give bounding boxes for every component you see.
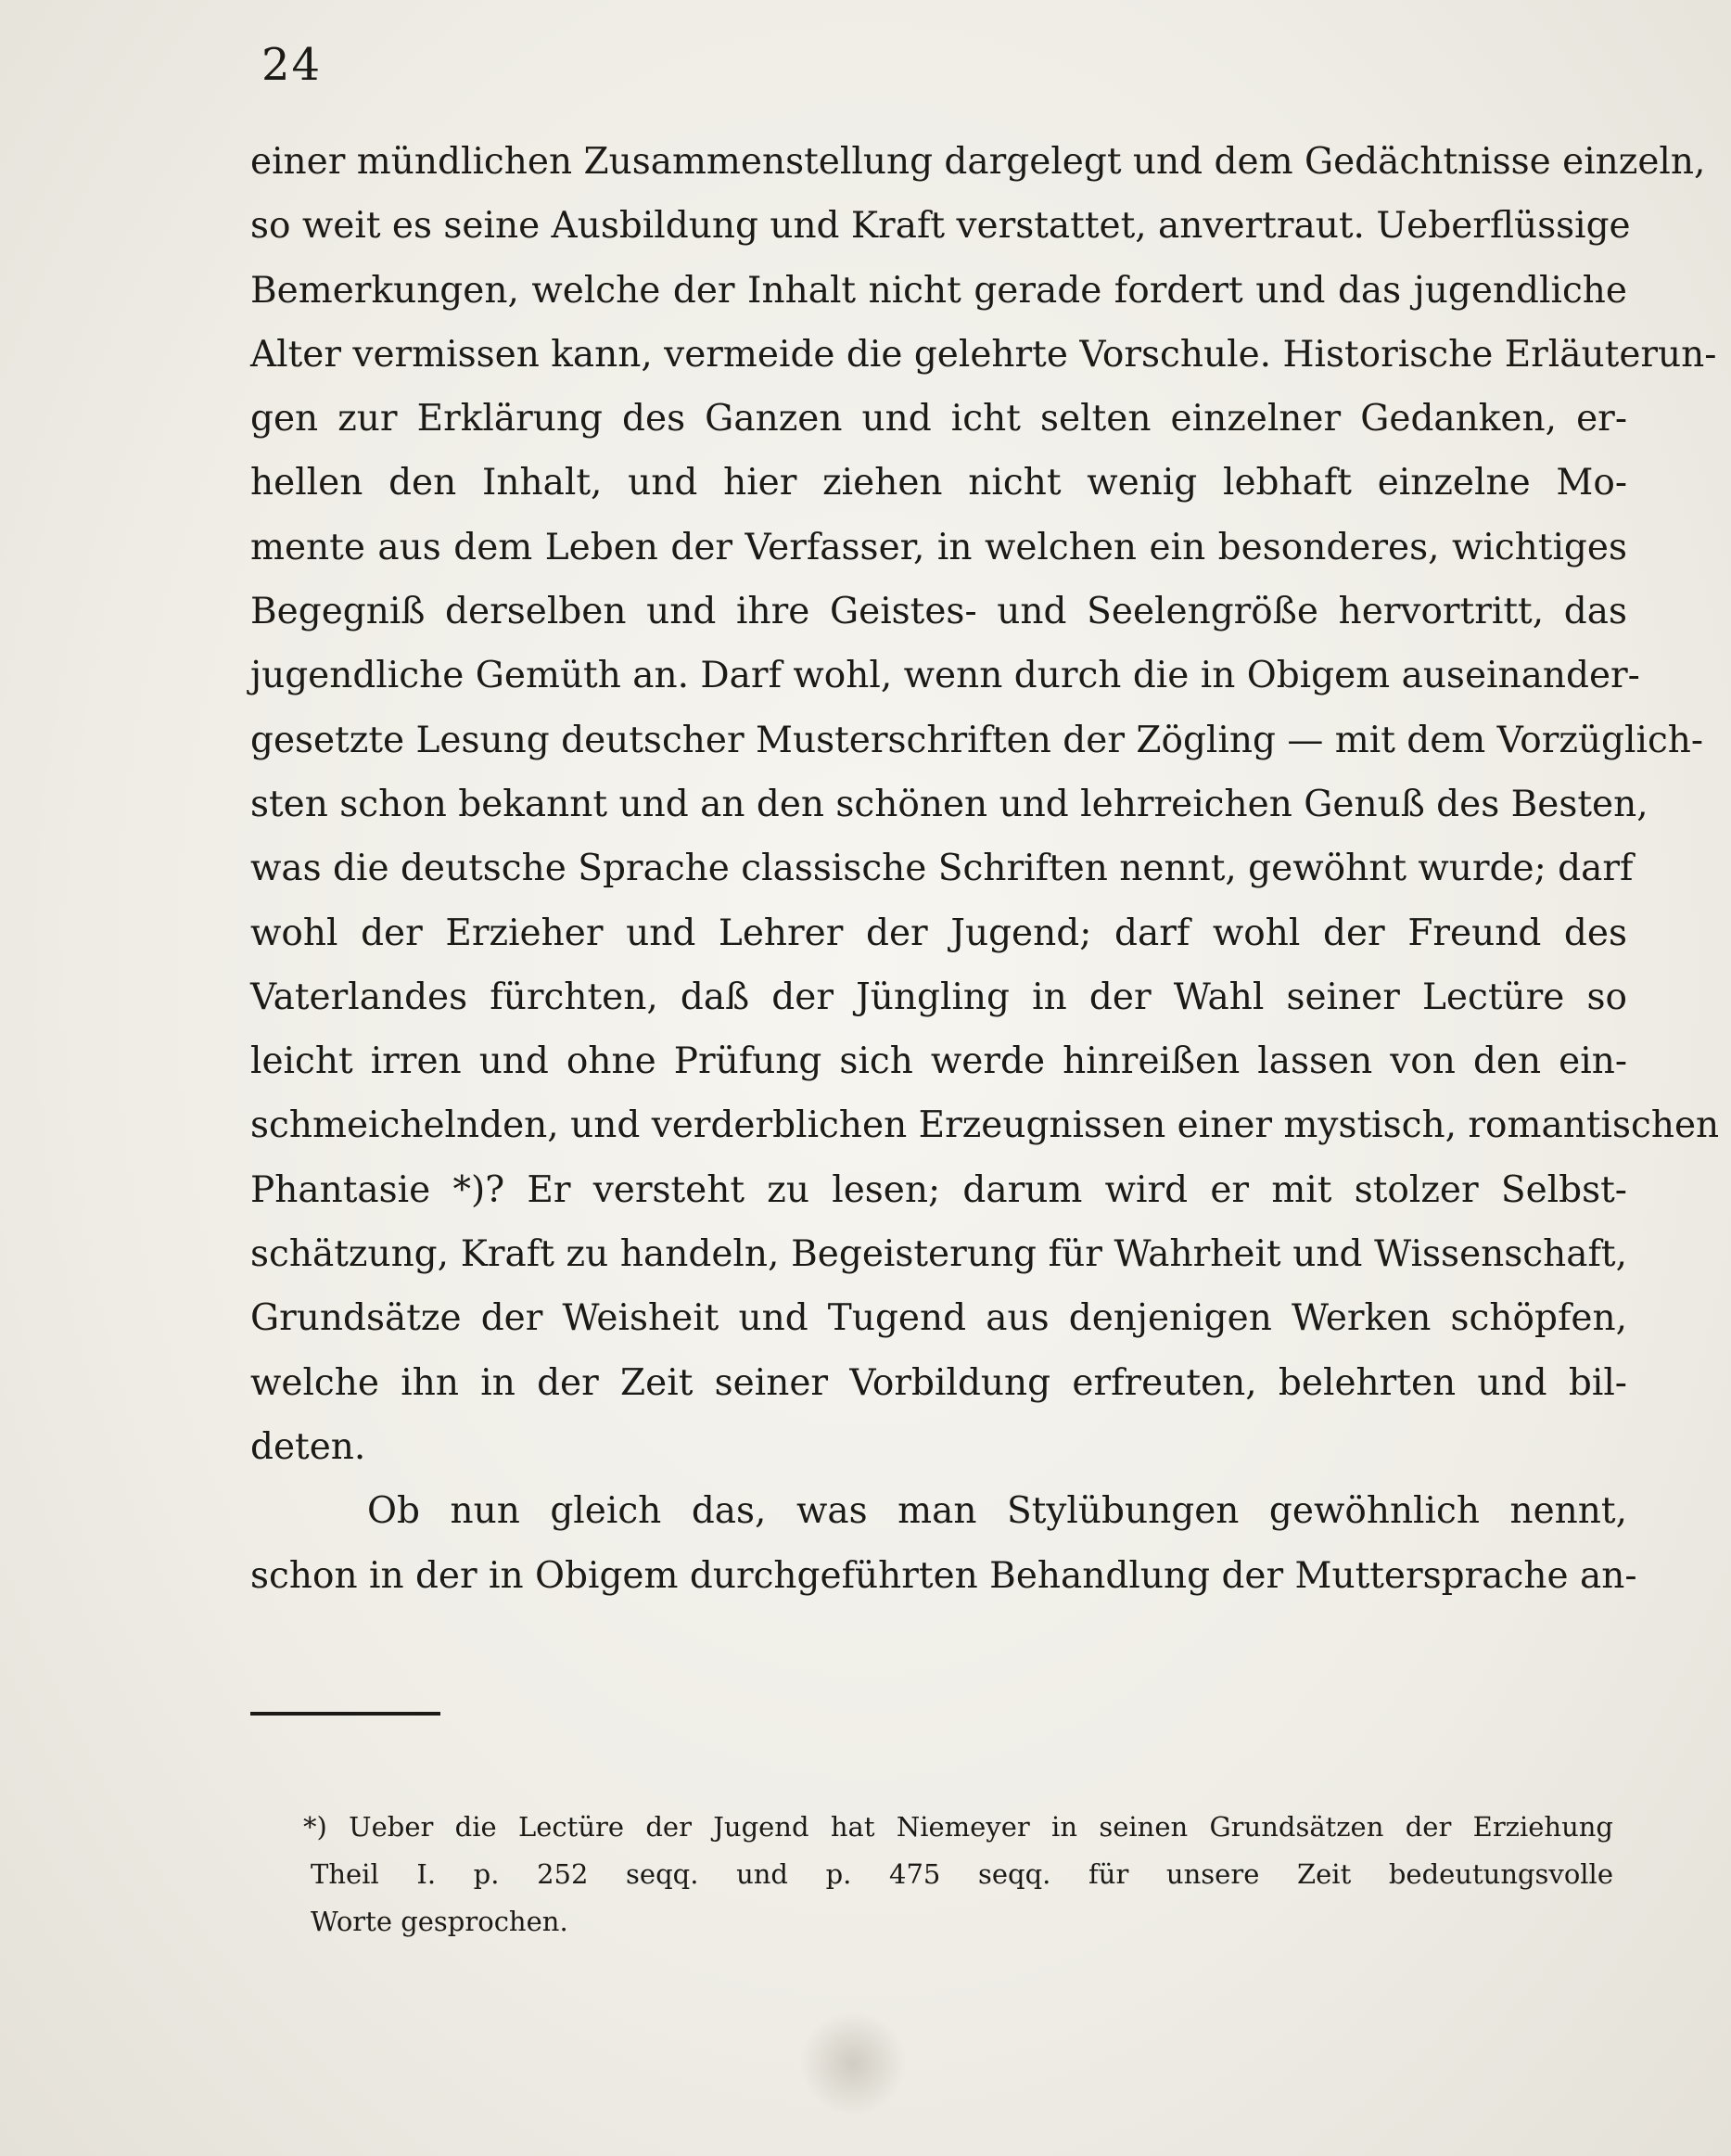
text-line: Alter vermissen kann, vermeide die gelehrte Vorschule. Historische Erläuterun- [250,333,1717,376]
text-line: welche ihn in der Zeit seiner Vorbildung erfreuten, belehrten und bil- [250,1361,1627,1404]
text-line: Vaterlandes fürchten, daß der Jüngling in der Wahl seiner Lectüre so [250,976,1627,1018]
text-line: jugendliche Gemüth an. Darf wohl, wenn durch die in Obigem auseinander- [250,655,1640,697]
page-number: 24 [261,39,323,91]
text-line: mente aus dem Leben der Verfasser, in welchen ein besonderes, wichtiges [250,526,1627,568]
text-line: Bemerkungen, welche der Inhalt nicht gerade fordert und das jugendliche [250,269,1627,312]
paragraph-start-line: Ob nun gleich das, was man Stylübungen gewöhnlich nennt, [367,1490,1627,1533]
footnote-line: *) Ueber die Lectüre der Jugend hat Niemeyer in seinen Grundsätzen der Erziehung [303,1811,1613,1843]
footnote-line: Theil I. p. 252 seqq. und p. 475 seqq. für unsere Zeit bedeutungsvolle [311,1858,1613,1890]
footnote [303,1804,1613,1946]
text-line: leicht irren und ohne Prüfung sich werde hinreißen lassen von den ein- [250,1040,1627,1083]
text-line: Begegniß derselben und ihre Geistes- und Seelengröße hervortritt, das [250,591,1627,633]
text-line: sten schon bekannt und an den schönen und lehrreichen Genuß des Besten, [250,783,1648,825]
text-line: Grundsätze der Weisheit und Tugend aus denjenigen Werken schöpfen, [250,1297,1627,1340]
paper-stain [797,2012,909,2114]
text-line: einer mündlichen Zusammenstellung dargelegt und dem Gedächtnisse einzeln, [250,141,1706,183]
text-line: Phantasie *)? Er versteht zu lesen; darum wird er mit stolzer Selbst- [250,1168,1627,1211]
text-line: gen zur Erklärung des Ganzen und icht selten einzelner Gedanken, er- [250,398,1627,440]
text-line: was die deutsche Sprache classische Schriften nennt, gewöhnt wurde; darf [250,848,1634,890]
text-line: hellen den Inhalt, und hier ziehen nicht wenig lebhaft einzelne Mo- [250,462,1627,504]
text-line: wohl der Erzieher und Lehrer der Jugend; darf wohl der Freund des [250,912,1627,954]
text-line: schmeichelnden, und verderblichen Erzeugnissen einer mystisch, romantischen [250,1104,1720,1147]
text-line: schätzung, Kraft zu handeln, Begeisterung für Wahrheit und Wissenschaft, [250,1233,1627,1276]
main-text-block [250,130,1720,1608]
text-line: schon in der in Obigem durchgeführten Behandlung der Muttersprache an- [250,1554,1637,1597]
paragraph-end-line: deten. [250,1425,366,1468]
text-line: gesetzte Lesung deutscher Musterschriften der Zögling — mit dem Vorzüglich- [250,719,1704,761]
footnote-line: Worte gesprochen. [311,1906,568,1937]
footnote-divider [250,1712,440,1716]
text-line: so weit es seine Ausbildung und Kraft verstattet, anvertraut. Ueberflüssige [250,205,1631,248]
